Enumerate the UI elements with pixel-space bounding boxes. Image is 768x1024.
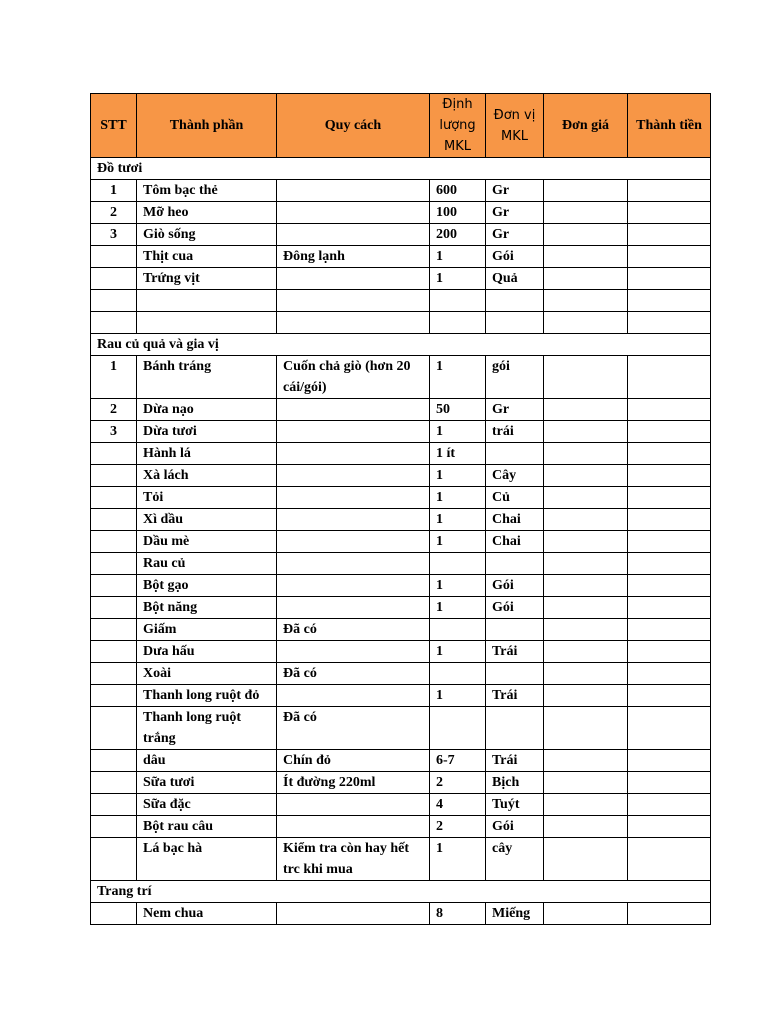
- unit-price-cell: [544, 202, 628, 224]
- spec-cell: [277, 903, 430, 925]
- total-cell: [628, 816, 711, 838]
- spec-cell: [277, 641, 430, 663]
- total-cell: [628, 794, 711, 816]
- spec-cell: [277, 465, 430, 487]
- quantity-cell: 50: [430, 399, 486, 421]
- ingredient-cell: Nem chua: [137, 903, 277, 925]
- quantity-cell: 1: [430, 356, 486, 399]
- unit-cell: Trái: [486, 750, 544, 772]
- unit-price-cell: [544, 707, 628, 750]
- unit-price-cell: [544, 641, 628, 663]
- section-row: [91, 334, 711, 356]
- spec-cell: [277, 421, 430, 443]
- total-cell: [628, 641, 711, 663]
- unit-price-cell: [544, 772, 628, 794]
- stt-cell: [91, 290, 137, 312]
- stt-cell: [91, 531, 137, 553]
- unit-cell: gói: [486, 356, 544, 399]
- table-row: [91, 443, 711, 465]
- stt-cell: [91, 663, 137, 685]
- ingredient-cell: Tỏi: [137, 487, 277, 509]
- quantity-cell: 1: [430, 575, 486, 597]
- ingredient-cell: Rau củ: [137, 553, 277, 575]
- unit-price-cell: [544, 575, 628, 597]
- total-cell: [628, 180, 711, 202]
- header-unit-price: Đơn giá: [544, 94, 628, 158]
- spec-cell: [277, 509, 430, 531]
- stt-cell: [91, 268, 137, 290]
- quantity-cell: 1: [430, 421, 486, 443]
- spec-cell: [277, 202, 430, 224]
- quantity-cell: 200: [430, 224, 486, 246]
- quantity-cell: 100: [430, 202, 486, 224]
- ingredient-cell: Xoài: [137, 663, 277, 685]
- unit-price-cell: [544, 465, 628, 487]
- quantity-cell: 4: [430, 794, 486, 816]
- stt-cell: [91, 641, 137, 663]
- unit-price-cell: [544, 180, 628, 202]
- unit-price-cell: [544, 224, 628, 246]
- unit-price-cell: [544, 794, 628, 816]
- stt-cell: 1: [91, 180, 137, 202]
- header-quantity: Định lượng MKL: [430, 94, 486, 158]
- table-row: [91, 224, 711, 246]
- quantity-cell: [430, 663, 486, 685]
- unit-cell: Trái: [486, 685, 544, 707]
- ingredient-cell: Giò sống: [137, 224, 277, 246]
- table-row: [91, 838, 711, 881]
- total-cell: [628, 772, 711, 794]
- stt-cell: [91, 772, 137, 794]
- unit-price-cell: [544, 531, 628, 553]
- unit-cell: [486, 707, 544, 750]
- total-cell: [628, 202, 711, 224]
- unit-price-cell: [544, 553, 628, 575]
- unit-cell: [486, 290, 544, 312]
- total-cell: [628, 356, 711, 399]
- stt-cell: [91, 487, 137, 509]
- ingredient-cell: Dừa nạo: [137, 399, 277, 421]
- spec-cell: [277, 575, 430, 597]
- unit-cell: Gói: [486, 816, 544, 838]
- quantity-cell: [430, 290, 486, 312]
- table-row: [91, 531, 711, 553]
- table-row: [91, 487, 711, 509]
- unit-price-cell: [544, 443, 628, 465]
- stt-cell: [91, 750, 137, 772]
- section-row: [91, 881, 711, 903]
- quantity-cell: 1: [430, 531, 486, 553]
- table-row: [91, 641, 711, 663]
- spec-cell: [277, 268, 430, 290]
- spec-cell: [277, 794, 430, 816]
- spec-cell: Ít đường 220ml: [277, 772, 430, 794]
- stt-cell: [91, 685, 137, 707]
- unit-cell: [486, 443, 544, 465]
- ingredient-cell: Tôm bạc thẻ: [137, 180, 277, 202]
- unit-price-cell: [544, 619, 628, 641]
- ingredient-cell: Giấm: [137, 619, 277, 641]
- table-row: [91, 750, 711, 772]
- ingredient-cell: Sữa tươi: [137, 772, 277, 794]
- unit-price-cell: [544, 421, 628, 443]
- ingredient-cell: dâu: [137, 750, 277, 772]
- spec-cell: [277, 443, 430, 465]
- quantity-cell: [430, 553, 486, 575]
- unit-price-cell: [544, 399, 628, 421]
- unit-cell: [486, 553, 544, 575]
- unit-cell: Củ: [486, 487, 544, 509]
- spec-cell: [277, 399, 430, 421]
- unit-cell: Gói: [486, 597, 544, 619]
- spec-cell: Cuốn chả giò (hơn 20 cái/gói): [277, 356, 430, 399]
- unit-price-cell: [544, 685, 628, 707]
- table-row: [91, 312, 711, 334]
- ingredient-cell: Dầu mè: [137, 531, 277, 553]
- unit-price-cell: [544, 597, 628, 619]
- header-unit: Đơn vị MKL: [486, 94, 544, 158]
- spec-cell: Kiểm tra còn hay hết trc khi mua: [277, 838, 430, 881]
- table-row: [91, 553, 711, 575]
- unit-price-cell: [544, 312, 628, 334]
- spec-cell: [277, 487, 430, 509]
- quantity-cell: 1: [430, 641, 486, 663]
- table-row: [91, 707, 711, 750]
- unit-price-cell: [544, 268, 628, 290]
- spec-cell: Đã có: [277, 707, 430, 750]
- unit-price-cell: [544, 509, 628, 531]
- unit-cell: Trái: [486, 641, 544, 663]
- stt-cell: [91, 597, 137, 619]
- spec-cell: Đã có: [277, 619, 430, 641]
- quantity-cell: 1: [430, 465, 486, 487]
- table-row: [91, 794, 711, 816]
- total-cell: [628, 421, 711, 443]
- total-cell: [628, 619, 711, 641]
- quantity-cell: 1: [430, 838, 486, 881]
- unit-price-cell: [544, 290, 628, 312]
- total-cell: [628, 465, 711, 487]
- header-spec: Quy cách: [277, 94, 430, 158]
- header-stt: STT: [91, 94, 137, 158]
- stt-cell: 2: [91, 202, 137, 224]
- unit-cell: trái: [486, 421, 544, 443]
- ingredient-cell: Bột gạo: [137, 575, 277, 597]
- spec-cell: [277, 816, 430, 838]
- unit-cell: Chai: [486, 531, 544, 553]
- total-cell: [628, 246, 711, 268]
- header-ingredient: Thành phần: [137, 94, 277, 158]
- total-cell: [628, 509, 711, 531]
- unit-cell: Gr: [486, 180, 544, 202]
- quantity-cell: 2: [430, 772, 486, 794]
- unit-cell: Gr: [486, 399, 544, 421]
- total-cell: [628, 487, 711, 509]
- table-row: [91, 465, 711, 487]
- unit-cell: cây: [486, 838, 544, 881]
- total-cell: [628, 268, 711, 290]
- stt-cell: [91, 312, 137, 334]
- spec-cell: [277, 685, 430, 707]
- table-row: [91, 772, 711, 794]
- unit-price-cell: [544, 356, 628, 399]
- section-row: [91, 158, 711, 180]
- unit-cell: Chai: [486, 509, 544, 531]
- unit-cell: Miếng: [486, 903, 544, 925]
- quantity-cell: 2: [430, 816, 486, 838]
- stt-cell: 3: [91, 421, 137, 443]
- unit-cell: Cây: [486, 465, 544, 487]
- stt-cell: 1: [91, 356, 137, 399]
- stt-cell: [91, 509, 137, 531]
- total-cell: [628, 575, 711, 597]
- unit-price-cell: [544, 750, 628, 772]
- table-row: [91, 575, 711, 597]
- ingredient-cell: Bánh tráng: [137, 356, 277, 399]
- section-title: Rau củ quả và gia vị: [91, 334, 711, 356]
- stt-cell: [91, 246, 137, 268]
- quantity-cell: 1: [430, 685, 486, 707]
- ingredient-cell: Bột năng: [137, 597, 277, 619]
- quantity-cell: [430, 312, 486, 334]
- quantity-cell: 600: [430, 180, 486, 202]
- spec-cell: Đã có: [277, 663, 430, 685]
- unit-cell: Quả: [486, 268, 544, 290]
- quantity-cell: 1: [430, 246, 486, 268]
- unit-price-cell: [544, 816, 628, 838]
- total-cell: [628, 597, 711, 619]
- ingredient-cell: Hành lá: [137, 443, 277, 465]
- total-cell: [628, 290, 711, 312]
- stt-cell: [91, 707, 137, 750]
- table-row: [91, 246, 711, 268]
- stt-cell: [91, 465, 137, 487]
- header-row: [91, 94, 711, 158]
- unit-price-cell: [544, 487, 628, 509]
- stt-cell: 2: [91, 399, 137, 421]
- table-row: [91, 903, 711, 925]
- unit-cell: [486, 312, 544, 334]
- unit-cell: Bịch: [486, 772, 544, 794]
- unit-cell: Gói: [486, 246, 544, 268]
- spec-cell: Chín đỏ: [277, 750, 430, 772]
- unit-price-cell: [544, 903, 628, 925]
- table-row: [91, 421, 711, 443]
- total-cell: [628, 663, 711, 685]
- ingredient-cell: Thịt cua: [137, 246, 277, 268]
- ingredient-cell: Thanh long ruột đỏ: [137, 685, 277, 707]
- quantity-cell: 1: [430, 268, 486, 290]
- total-cell: [628, 553, 711, 575]
- stt-cell: [91, 816, 137, 838]
- table-row: [91, 290, 711, 312]
- total-cell: [628, 685, 711, 707]
- unit-cell: Gr: [486, 224, 544, 246]
- ingredient-cell: [137, 290, 277, 312]
- total-cell: [628, 399, 711, 421]
- ingredient-cell: Xì dầu: [137, 509, 277, 531]
- spec-cell: [277, 180, 430, 202]
- ingredient-cell: Dừa tươi: [137, 421, 277, 443]
- total-cell: [628, 707, 711, 750]
- table-row: [91, 597, 711, 619]
- unit-price-cell: [544, 838, 628, 881]
- ingredient-cell: [137, 312, 277, 334]
- unit-cell: [486, 619, 544, 641]
- quantity-cell: 1: [430, 509, 486, 531]
- stt-cell: [91, 575, 137, 597]
- stt-cell: [91, 553, 137, 575]
- spec-cell: [277, 553, 430, 575]
- table-row: [91, 356, 711, 399]
- quantity-cell: [430, 707, 486, 750]
- total-cell: [628, 838, 711, 881]
- table-row: [91, 816, 711, 838]
- table-row: [91, 180, 711, 202]
- total-cell: [628, 312, 711, 334]
- stt-cell: 3: [91, 224, 137, 246]
- ingredient-cell: Sữa đặc: [137, 794, 277, 816]
- stt-cell: [91, 619, 137, 641]
- section-title: Đồ tươi: [91, 158, 711, 180]
- ingredient-cell: Trứng vịt: [137, 268, 277, 290]
- ingredient-table: [90, 93, 711, 925]
- ingredient-cell: Dưa hấu: [137, 641, 277, 663]
- ingredient-cell: Thanh long ruột trắng: [137, 707, 277, 750]
- ingredient-cell: Xà lách: [137, 465, 277, 487]
- quantity-cell: 8: [430, 903, 486, 925]
- table-row: [91, 663, 711, 685]
- ingredient-cell: Lá bạc hà: [137, 838, 277, 881]
- unit-cell: [486, 663, 544, 685]
- table-row: [91, 509, 711, 531]
- table-row: [91, 268, 711, 290]
- table-row: [91, 202, 711, 224]
- stt-cell: [91, 794, 137, 816]
- quantity-cell: [430, 619, 486, 641]
- header-total: Thành tiền: [628, 94, 711, 158]
- spec-cell: [277, 531, 430, 553]
- spec-cell: [277, 597, 430, 619]
- unit-cell: Gr: [486, 202, 544, 224]
- table-body: [91, 158, 711, 925]
- unit-price-cell: [544, 663, 628, 685]
- quantity-cell: 1 ít: [430, 443, 486, 465]
- spec-cell: [277, 290, 430, 312]
- table-row: [91, 685, 711, 707]
- total-cell: [628, 903, 711, 925]
- spec-cell: Đông lạnh: [277, 246, 430, 268]
- ingredient-cell: Mỡ heo: [137, 202, 277, 224]
- section-title: Trang trí: [91, 881, 711, 903]
- table-row: [91, 399, 711, 421]
- unit-cell: Gói: [486, 575, 544, 597]
- quantity-cell: 6-7: [430, 750, 486, 772]
- unit-price-cell: [544, 246, 628, 268]
- quantity-cell: 1: [430, 597, 486, 619]
- total-cell: [628, 443, 711, 465]
- stt-cell: [91, 838, 137, 881]
- total-cell: [628, 750, 711, 772]
- stt-cell: [91, 443, 137, 465]
- unit-cell: Tuýt: [486, 794, 544, 816]
- table-row: [91, 619, 711, 641]
- stt-cell: [91, 903, 137, 925]
- spec-cell: [277, 312, 430, 334]
- total-cell: [628, 531, 711, 553]
- spec-cell: [277, 224, 430, 246]
- total-cell: [628, 224, 711, 246]
- quantity-cell: 1: [430, 487, 486, 509]
- ingredient-cell: Bột rau câu: [137, 816, 277, 838]
